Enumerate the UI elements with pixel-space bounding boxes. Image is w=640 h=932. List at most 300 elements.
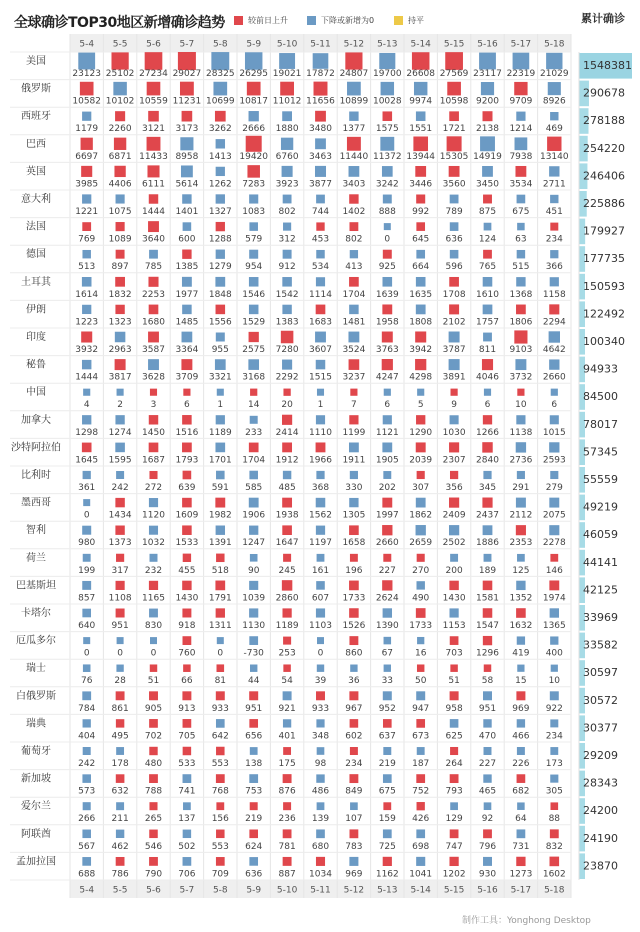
heat-cell: [483, 305, 493, 315]
cell-value-label: 1030: [442, 427, 466, 438]
heat-cell: [116, 194, 125, 203]
cell-value-label: 90: [247, 565, 260, 576]
cell-value-label: 6697: [75, 151, 99, 162]
heat-cell: [416, 222, 425, 231]
cell-value-label: 1906: [242, 510, 266, 521]
cell-value-label: 453: [311, 234, 330, 245]
cell-value-label: 1262: [208, 179, 232, 190]
heat-cell: [148, 332, 159, 343]
heat-cell: [514, 82, 527, 95]
cumulative-label: 254220: [583, 141, 625, 155]
cell-value-label: 1757: [476, 317, 499, 328]
heat-cell: [216, 830, 225, 839]
heat-cell: [382, 442, 392, 452]
heat-cell: [317, 554, 325, 562]
cell-value-label: 513: [78, 262, 96, 273]
cumulative-label: 179927: [583, 224, 625, 238]
heat-cell: [449, 304, 459, 314]
cell-value-label: 1041: [409, 869, 433, 880]
heat-cell: [447, 136, 462, 151]
cell-value-label: 515: [512, 262, 530, 273]
heat-cell: [249, 194, 258, 203]
cell-value-label: 19700: [372, 69, 402, 79]
cell-value-label: 2963: [108, 345, 132, 355]
cell-value-label: 199: [78, 565, 96, 576]
cell-value-label: 3524: [342, 345, 366, 355]
heat-cell: [183, 636, 192, 645]
heat-cell: [383, 554, 391, 562]
heat-cell: [81, 138, 93, 150]
heat-cell: [111, 52, 128, 69]
heat-cell: [382, 498, 392, 508]
cell-value-label: 1199: [342, 427, 366, 438]
heat-cell: [217, 389, 224, 396]
cell-value-label: 897: [111, 262, 129, 273]
cell-value-label: 769: [78, 234, 96, 245]
cell-value-label: 747: [445, 841, 463, 852]
heat-cell: [349, 305, 358, 314]
cell-value-label: 698: [412, 841, 430, 852]
date-tick-label-bottom: 5-13: [377, 885, 398, 896]
heat-cell: [517, 665, 524, 672]
heat-cell: [348, 332, 359, 343]
region-label: 德国: [26, 249, 46, 261]
region-label: 意大利: [21, 194, 51, 205]
cell-value-label: 2102: [442, 317, 466, 328]
cell-value-label: 1516: [175, 427, 199, 438]
region-label: 爱尔兰: [21, 801, 51, 813]
heat-cell: [517, 636, 525, 644]
date-tick-label: 5-18: [544, 39, 565, 50]
cell-value-label: 1547: [476, 621, 499, 631]
heat-cell: [349, 277, 359, 287]
cell-value-label: 573: [78, 786, 96, 797]
cell-value-label: 1274: [108, 427, 132, 438]
cell-value-label: 3607: [309, 345, 332, 355]
cell-value-label: 534: [311, 262, 330, 273]
heat-cell: [216, 305, 226, 315]
heat-cell: [316, 691, 325, 700]
heat-cell: [83, 471, 91, 479]
heat-cell: [450, 691, 459, 700]
cell-value-label: 1402: [342, 207, 366, 217]
heat-cell: [182, 691, 191, 700]
heat-cell: [416, 415, 425, 424]
heat-cell: [83, 747, 91, 755]
heat-cell: [382, 359, 393, 370]
heat-cell: [550, 608, 559, 617]
cell-value-label: 636: [245, 869, 263, 880]
heat-cell: [216, 139, 225, 148]
cell-value-label: 1562: [309, 510, 332, 521]
cell-value-label: 3173: [175, 124, 199, 135]
heat-cell: [116, 222, 125, 231]
heat-cell: [183, 857, 192, 866]
cell-value-label: 270: [412, 565, 430, 576]
heat-cell: [483, 608, 493, 618]
cumulative-label: 30377: [583, 721, 618, 735]
cell-value-label: 25102: [105, 69, 135, 79]
heat-cell: [416, 442, 426, 452]
cell-value-label: 1581: [476, 593, 499, 604]
heat-cell: [450, 222, 459, 231]
cell-value-label: 1542: [275, 289, 299, 300]
cell-value-label: 1680: [142, 317, 165, 328]
cell-value-label: 2353: [509, 538, 533, 549]
heat-cell: [516, 608, 526, 618]
cell-value-label: 1197: [309, 538, 332, 549]
heat-cell: [550, 471, 558, 479]
heat-cell: [215, 581, 225, 591]
heat-cell: [350, 719, 359, 728]
cell-value-label: 639: [178, 483, 196, 493]
cell-value-label: 88: [548, 814, 561, 825]
cell-value-label: 1039: [242, 593, 266, 604]
cell-value-label: 8958: [175, 151, 199, 162]
cell-value-label: 830: [144, 621, 163, 631]
heat-cell: [282, 360, 292, 370]
cell-value-label: 3463: [309, 151, 332, 162]
heat-cell: [450, 250, 459, 259]
cell-value-label: 1401: [175, 207, 199, 217]
cell-value-label: 1298: [75, 427, 99, 438]
heat-cell: [149, 443, 159, 453]
cell-value-label: 1635: [409, 289, 433, 300]
heat-cell: [416, 525, 426, 535]
cell-value-label: 2260: [108, 124, 132, 135]
heat-cell: [216, 526, 225, 535]
cell-value-label: 9103: [509, 345, 533, 355]
cell-value-label: 1138: [509, 427, 533, 438]
cell-value-label: 705: [178, 731, 196, 742]
cell-value-label: 189: [478, 565, 497, 576]
cell-value-label: 3732: [509, 372, 533, 383]
heat-cell: [449, 525, 459, 535]
heat-cell: [483, 691, 492, 700]
heat-cell: [550, 636, 558, 644]
cell-value-label: 664: [412, 262, 430, 273]
heat-cell: [216, 608, 225, 617]
cell-value-label: 1974: [542, 593, 566, 604]
cell-value-label: 579: [245, 234, 263, 245]
heat-cell: [316, 774, 324, 782]
heat-cell: [316, 526, 325, 535]
cell-value-label: 1880: [275, 124, 299, 135]
cell-value-label: 918: [178, 621, 196, 631]
heat-cell: [282, 580, 292, 590]
cell-value-label: 1327: [208, 207, 232, 217]
heat-cell: [183, 222, 192, 231]
cell-value-label: 2660: [542, 372, 566, 383]
heat-cell: [150, 554, 158, 562]
heat-cell: [380, 137, 394, 151]
heat-cell: [549, 331, 560, 342]
heat-cell: [216, 222, 225, 231]
cell-value-label: 1733: [342, 593, 366, 604]
heat-cell: [416, 277, 426, 287]
cell-value-label: 465: [478, 786, 497, 797]
cell-value-label: 1997: [375, 510, 399, 521]
heat-cell: [216, 857, 225, 866]
heat-cell: [517, 802, 525, 810]
cell-value-label: 3763: [375, 345, 399, 355]
heat-cell: [551, 389, 558, 396]
cell-value-label: 860: [345, 648, 363, 659]
cell-value-label: 958: [445, 703, 463, 714]
heat-cell: [383, 802, 391, 810]
date-tick-label: 5-17: [510, 39, 532, 50]
date-tick-label-bottom: 5-10: [276, 885, 298, 896]
heat-cell: [183, 747, 191, 755]
heat-cell: [115, 111, 125, 121]
cell-value-label: 744: [311, 207, 330, 217]
cumulative-label: 24200: [583, 804, 618, 818]
region-label: 卡塔尔: [21, 608, 51, 619]
heat-cell: [78, 53, 95, 70]
cell-value-label: 13140: [539, 151, 569, 162]
heat-cell: [483, 277, 493, 287]
heat-cell: [247, 82, 261, 96]
heat-cell: [216, 471, 225, 480]
cell-value-label: 765: [478, 262, 497, 273]
heat-cell: [549, 525, 559, 535]
heat-cell: [483, 636, 492, 645]
heat-cell: [216, 691, 225, 700]
heat-cell: [550, 415, 559, 424]
heat-cell: [517, 554, 525, 562]
cell-value-label: 455: [178, 565, 196, 576]
cell-value-label: 1632: [509, 621, 533, 631]
cell-value-label: 227: [478, 759, 497, 769]
cell-value-label: 17872: [306, 69, 335, 79]
region-label: 法国: [26, 221, 46, 233]
heat-cell: [450, 774, 459, 783]
cell-value-label: 15: [515, 676, 527, 687]
cell-value-label: 1602: [542, 869, 566, 880]
heat-cell: [349, 691, 358, 700]
cell-value-label: 1905: [375, 455, 399, 466]
heat-cell: [450, 636, 459, 645]
heat-cell: [416, 498, 426, 508]
cell-value-label: 1444: [142, 207, 165, 217]
heat-cell: [483, 857, 492, 866]
heat-cell: [315, 332, 326, 343]
cell-value-label: 3709: [175, 372, 199, 383]
cell-value-label: 1793: [175, 455, 199, 466]
cell-value-label: 266: [78, 814, 96, 825]
cell-value-label: 81: [214, 676, 227, 687]
cell-value-label: 1279: [208, 262, 232, 273]
heat-cell: [449, 332, 460, 343]
heat-cell: [148, 359, 159, 370]
cell-value-label: 173: [545, 759, 563, 769]
cell-value-label: 3587: [142, 345, 165, 355]
heat-cell: [514, 330, 527, 343]
heat-cell: [247, 165, 260, 178]
region-label: 白俄罗斯: [16, 690, 56, 702]
cell-value-label: 9974: [409, 96, 433, 107]
cell-value-label: 10559: [139, 96, 168, 107]
cell-value-label: 802: [278, 207, 296, 217]
heat-cell: [250, 664, 257, 671]
heat-cell: [481, 82, 494, 95]
cell-value-label: 28325: [205, 69, 235, 79]
heat-cell: [484, 389, 491, 396]
cell-value-label: 637: [378, 731, 396, 742]
heat-cell: [114, 138, 126, 150]
heat-cell: [114, 166, 125, 177]
heat-cell: [515, 137, 528, 150]
cell-value-label: 1015: [542, 427, 566, 438]
heat-cell: [315, 166, 326, 177]
heat-cell: [314, 82, 328, 96]
cell-value-label: 1430: [442, 593, 466, 604]
legend-label-down: 下降或新增为0: [321, 16, 375, 25]
cell-value-label: 200: [445, 565, 463, 576]
cell-value-label: 253: [278, 648, 296, 659]
heat-cell: [217, 664, 225, 672]
cell-value-label: 2253: [142, 289, 165, 300]
heat-cell: [183, 774, 192, 783]
heat-cell: [117, 389, 124, 396]
cell-value-label: 905: [144, 703, 163, 714]
heat-cell: [279, 53, 295, 69]
cell-value-label: 607: [311, 593, 330, 604]
heat-cell: [449, 111, 459, 121]
heat-cell: [149, 857, 158, 866]
cell-value-label: 954: [245, 262, 263, 273]
heat-cell: [149, 194, 158, 203]
heat-cell: [516, 112, 525, 121]
date-tick-label: 5-7: [179, 39, 195, 50]
heat-cell: [450, 554, 458, 562]
heat-cell: [183, 664, 191, 672]
cell-value-label: 469: [545, 124, 563, 135]
heat-cell: [383, 111, 393, 121]
date-tick-label: 5-14: [410, 39, 431, 50]
cell-value-label: 2138: [476, 124, 499, 135]
heat-cell: [283, 857, 292, 866]
cell-value-label: 1645: [75, 455, 99, 466]
heat-cell: [216, 415, 225, 424]
cell-value-label: 245: [278, 565, 296, 576]
cell-value-label: 1189: [275, 621, 299, 631]
cell-value-label: 1938: [275, 510, 299, 521]
heat-cell: [550, 195, 558, 203]
heat-cell: [148, 277, 158, 287]
heat-cell: [382, 525, 392, 535]
heat-cell: [115, 443, 125, 453]
heat-cell: [250, 416, 258, 424]
date-tick-label: 5-11: [310, 39, 331, 50]
heat-cell: [116, 581, 125, 590]
cell-value-label: 19420: [239, 151, 269, 162]
heat-cell: [516, 691, 525, 700]
cell-value-label: 793: [445, 786, 463, 797]
heat-cell: [484, 554, 492, 562]
heat-cell: [315, 111, 326, 122]
heat-cell: [83, 637, 90, 644]
cell-value-label: 196: [345, 565, 363, 576]
heat-cell: [517, 747, 525, 755]
heat-cell: [417, 471, 425, 479]
cell-value-label: 242: [78, 759, 96, 769]
heat-cell: [115, 277, 125, 287]
cell-value-label: 3923: [275, 179, 299, 190]
cell-value-label: 3168: [242, 372, 266, 383]
cell-value-label: -730: [243, 648, 264, 659]
heat-cell: [450, 747, 458, 755]
heat-cell: [82, 830, 91, 839]
cell-value-label: 1202: [442, 869, 466, 880]
heat-cell: [283, 471, 291, 479]
heat-cell: [250, 554, 258, 562]
heat-cell: [313, 53, 329, 69]
cumulative-label: 122492: [583, 307, 625, 321]
cell-value-label: 1701: [208, 455, 232, 466]
cell-value-label: 888: [378, 207, 396, 217]
heat-cell: [316, 498, 326, 508]
cell-value-label: 1413: [208, 151, 232, 162]
cell-value-label: 1862: [409, 510, 433, 521]
heat-cell: [550, 829, 559, 838]
heat-cell: [211, 52, 229, 70]
heat-cell: [345, 52, 362, 69]
cell-value-label: 967: [345, 703, 363, 714]
cell-value-label: 861: [111, 703, 129, 714]
cell-value-label: 702: [144, 731, 163, 742]
region-label: 加拿大: [21, 414, 51, 426]
heat-cell: [149, 747, 157, 755]
heat-cell: [316, 277, 325, 286]
heat-cell: [216, 333, 225, 342]
cell-value-label: 3446: [409, 179, 433, 190]
region-label: 伊朗: [26, 304, 46, 316]
cell-value-label: 786: [111, 869, 129, 880]
heat-cell: [249, 719, 258, 728]
cell-value-label: 1377: [342, 124, 366, 135]
cell-value-label: 3262: [208, 124, 232, 135]
cell-value-label: 11372: [372, 151, 402, 162]
heat-cell: [147, 82, 161, 96]
cell-value-label: 656: [245, 731, 263, 742]
cell-value-label: 0: [217, 648, 224, 659]
heat-cell: [113, 82, 126, 95]
cell-value-label: 6: [551, 400, 558, 411]
cell-value-label: 312: [278, 234, 296, 245]
heat-cell: [249, 222, 258, 231]
heat-cell: [349, 112, 358, 121]
heat-cell: [283, 250, 292, 259]
region-label: 俄罗斯: [21, 83, 51, 95]
heat-cell: [483, 415, 492, 424]
heat-cell: [149, 830, 158, 839]
heat-cell: [281, 138, 293, 150]
cell-value-label: 876: [278, 786, 296, 797]
cell-value-label: 234: [345, 759, 363, 769]
cell-value-label: 2: [117, 400, 123, 411]
heat-cell: [549, 166, 559, 176]
cell-value-label: 10: [548, 676, 561, 687]
heat-cell: [383, 857, 392, 866]
credit-text: 制作工具：Yonghong Desktop: [462, 916, 591, 926]
cell-value-label: 1: [217, 400, 224, 411]
heat-cell: [447, 82, 461, 96]
cumulative-label: 177735: [583, 252, 625, 266]
cumulative-label: 100340: [583, 335, 625, 348]
cell-value-label: 1614: [75, 289, 99, 300]
cell-value-label: 7: [351, 400, 357, 411]
